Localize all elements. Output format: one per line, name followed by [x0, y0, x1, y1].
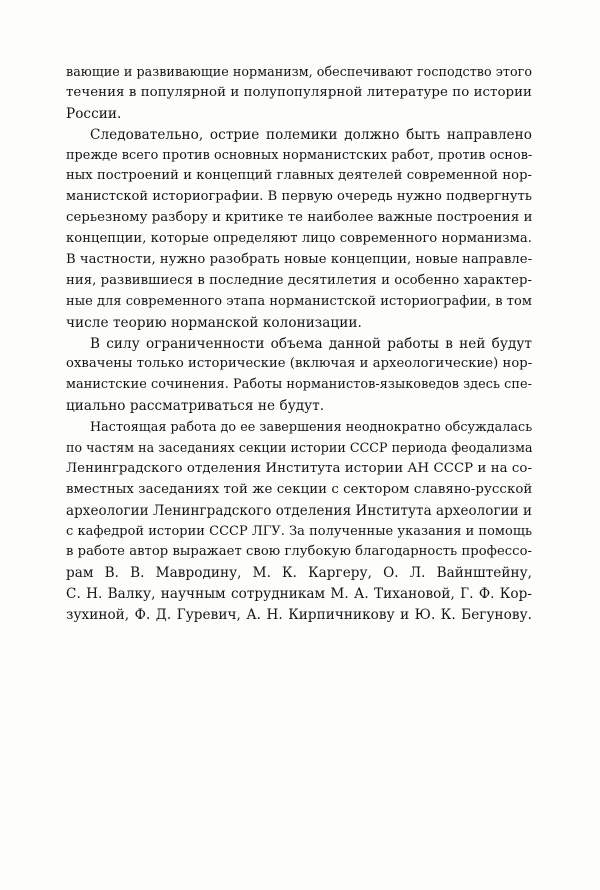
text-line: Ленинградского отделения Института истории АН СССР и на со-: [66, 460, 532, 476]
paragraph-scope: [66, 334, 532, 418]
text-line: В частности, нужно разобрать новые концепции, новые направле-: [66, 252, 533, 268]
text-line: зухиной, Ф. Д. Гуревич, А. Н. Кирпичникову и Ю. К. Бегунову.: [66, 607, 532, 624]
text-line: с кафедрой истории СССР ЛГУ. За полученные указания и помощь: [66, 523, 533, 539]
text-line: по частям на заседаниях секции истории СССР периода феодализма: [66, 440, 533, 456]
text-line: Следовательно, острие полемики должно быть направлено: [90, 126, 532, 143]
text-line: вместных заседаниях той же секции с сектором славяно-русской: [66, 481, 533, 497]
text-line: циально рассматриваться не будут.: [66, 398, 325, 415]
text-line: охвачены только исторические (включая и археологические) нор-: [66, 356, 533, 372]
text-line: Настоящая работа до ее завершения неоднократно обсуждалась: [90, 419, 533, 435]
text-line: археологии Ленинградского отделения Института археологии и: [66, 502, 533, 519]
text-line: ные для современного этапа норманистской историографии, в том: [66, 293, 532, 309]
text-line: в работе автор выражает свою глубокую благодарность профессо-: [66, 544, 532, 560]
paragraph-polemics: [66, 125, 532, 334]
text-line: прежде всего против основных норманистских работ, против основ-: [66, 147, 533, 163]
text-line: ния, развившиеся в последние десятилетия и особенно характер-: [66, 272, 532, 288]
text-line: С. Н. Валку, научным сотрудникам М. А. Тихановой, Г. Ф. Кор-: [66, 586, 532, 603]
paragraph-continuation: [66, 62, 532, 125]
text-line: манистской историографии. В первую очередь нужно подвергнуть: [66, 189, 532, 205]
body-text: [66, 62, 532, 626]
text-line: числе теорию норманской колонизации.: [66, 314, 362, 331]
text-line: концепции, которые определяют лицо современного норманизма.: [66, 231, 532, 247]
text-line: России.: [66, 105, 122, 122]
text-line: ных построений и концепций главных деятелей современной нор-: [66, 168, 532, 184]
text-line: вающие и развивающие норманизм, обеспечивают господство этого: [66, 64, 533, 79]
text-line: рам В. В. Мавродину, М. К. Каргеру, О. Л. Вайнштейну,: [66, 565, 532, 582]
text-line: течения в популярной и полупопулярной литературе по истории: [66, 84, 532, 100]
text-line: серьезному разбору и критике те наиболее важные построения и: [66, 210, 533, 226]
text-line: В силу ограниченности объема данной работы в ней будут: [90, 335, 532, 352]
paragraph-acknowledgements: [66, 417, 532, 626]
text-line: манистские сочинения. Работы норманистов-языковедов здесь спе-: [66, 377, 533, 393]
